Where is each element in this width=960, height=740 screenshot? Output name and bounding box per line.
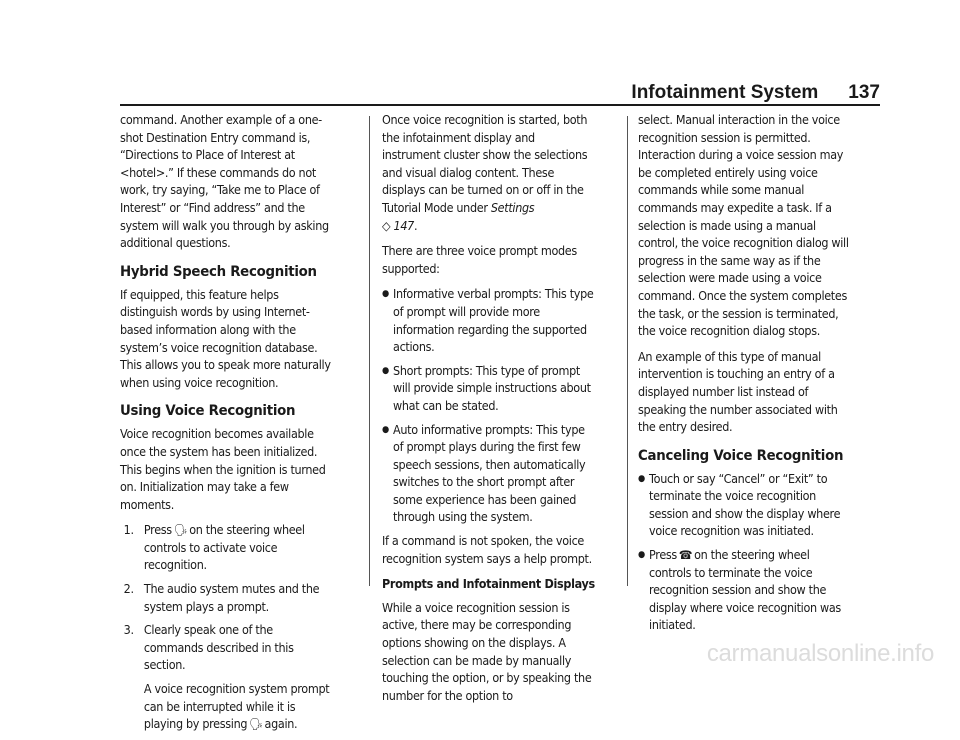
step-note [144, 681, 334, 734]
paragraph: select. Manual interaction in the voice recognition session is permitted. Interaction during a voice session may be completed entirely using voice commands while some manual commands may expedite a task. If a selection is made using a manual control, the voice recognition dialog will progress in the same way as if the selection were made using a voice command. Once the system completes the task, or the session is terminated, the voice recognition dialog stops. [638, 113, 849, 339]
step-text: on the steering wheel controls to activate voice recognition. [143, 523, 305, 573]
bullet-icon: ● [638, 550, 645, 561]
paragraph: command. Another example of a one-shot Destination Entry command is, “Directions to Place of Interest at <hotel>.” If these commands do not work, try saying, “Take me to Place of Interest” or “Find address” and the system will walk you through by asking additional questions. [120, 113, 329, 251]
step-text: again. [264, 717, 298, 732]
column-divider [369, 116, 370, 586]
step-text: Press [143, 523, 172, 538]
step-number: 1. [123, 523, 134, 538]
page-reference-number[interactable]: 147 [393, 218, 414, 233]
voice-command-icon: 🗣︎ [173, 523, 188, 538]
column-divider [627, 116, 628, 586]
paragraph-text: Once voice recognition is started, both the infotainment display and instrument cluster show the selections and visual dialog content. These displays can be turned on or off in the Tutorial Mode under [382, 113, 588, 215]
list-item: ● Short prompts: This type of prompt will provide simple instructions about what can be stated. [382, 363, 595, 416]
step-number: 2. [123, 582, 134, 597]
list-item: ● Press ☎︎ on the steering wheel controls to terminate the voice recognition session and show the display where voice recognition was initiated. [638, 547, 851, 635]
page-reference-icon: ◇ [382, 218, 391, 233]
column-2 [382, 112, 595, 713]
list-item [120, 622, 333, 675]
page-header [0, 82, 880, 106]
list-item [120, 522, 333, 575]
settings-reference[interactable]: Settings [490, 200, 535, 215]
paragraph: If a command is not spoken, the voice recognition system says a help prompt. [382, 534, 592, 566]
step-text: The audio system mutes and the system plays a prompt. [143, 582, 320, 614]
step-number: 3. [123, 623, 134, 638]
paragraph: While a voice recognition session is active, there may be corresponding options showing on the displays. A selection can be made by manually touching the option, or by speaking the number for the option to [382, 600, 592, 703]
section-title: Infotainment System [631, 82, 819, 103]
heading-canceling-voice: Canceling Voice Recognition [638, 447, 844, 464]
step-text: Clearly speak one of the commands described in this section. [143, 623, 294, 673]
step-text: A voice recognition system prompt can be interrupted while it is playing by pressing [143, 682, 330, 732]
bullet-icon: ● [382, 424, 389, 435]
list-item [120, 581, 333, 616]
list-item: ● Touch or say “Cancel” or “Exit” to terminate the voice recognition session and show the display where voice recognition was initiated. [638, 471, 851, 541]
paragraph: There are three voice prompt modes supported: [382, 244, 577, 276]
column-1 [120, 112, 333, 740]
paragraph: Once voice recognition is started, both the infotainment display and instrument cluster show the selections and visual dialog content. These displays can be turned on or off in the Tutorial Mode under Settings ◇ 147. [382, 113, 588, 233]
column-3 [638, 112, 851, 641]
subheading-prompts-displays: Prompts and Infotainment Displays [382, 577, 595, 592]
list-item: ● Auto informative prompts: This type of prompt plays during the first few speech sessions, then automatically switches to the short prompt after some experience has been gained through using the system. [382, 422, 595, 528]
bullet-icon: ● [382, 365, 389, 376]
page-number: 137 [848, 82, 880, 103]
end-call-icon: ☎︎ [678, 548, 693, 563]
bullet-icon: ● [638, 473, 645, 484]
paragraph: If equipped, this feature helps distinguish words by using Internet-based information along with the system’s voice recognition database. This allows you to speak more naturally when using voice recognition. [120, 287, 331, 390]
voice-command-icon: 🗣︎ [249, 717, 263, 732]
paragraph: Voice recognition becomes available once the system has been initialized. This begins when the ignition is turned on. Initialization may take a few moments. [120, 427, 326, 512]
header-rule [120, 104, 880, 106]
heading-hybrid-speech: Hybrid Speech Recognition [120, 263, 317, 280]
list-item: ● Informative verbal prompts: This type of prompt will provide more information regarding the supported actions. [382, 286, 595, 356]
heading-using-voice: Using Voice Recognition [120, 403, 296, 420]
watermark: carmanualsonline.info [706, 640, 934, 667]
paragraph: An example of this type of manual intervention is touching an entry of a displayed number list instead of speaking the number associated with the entry desired. [638, 349, 838, 435]
bullet-icon: ● [382, 289, 389, 300]
